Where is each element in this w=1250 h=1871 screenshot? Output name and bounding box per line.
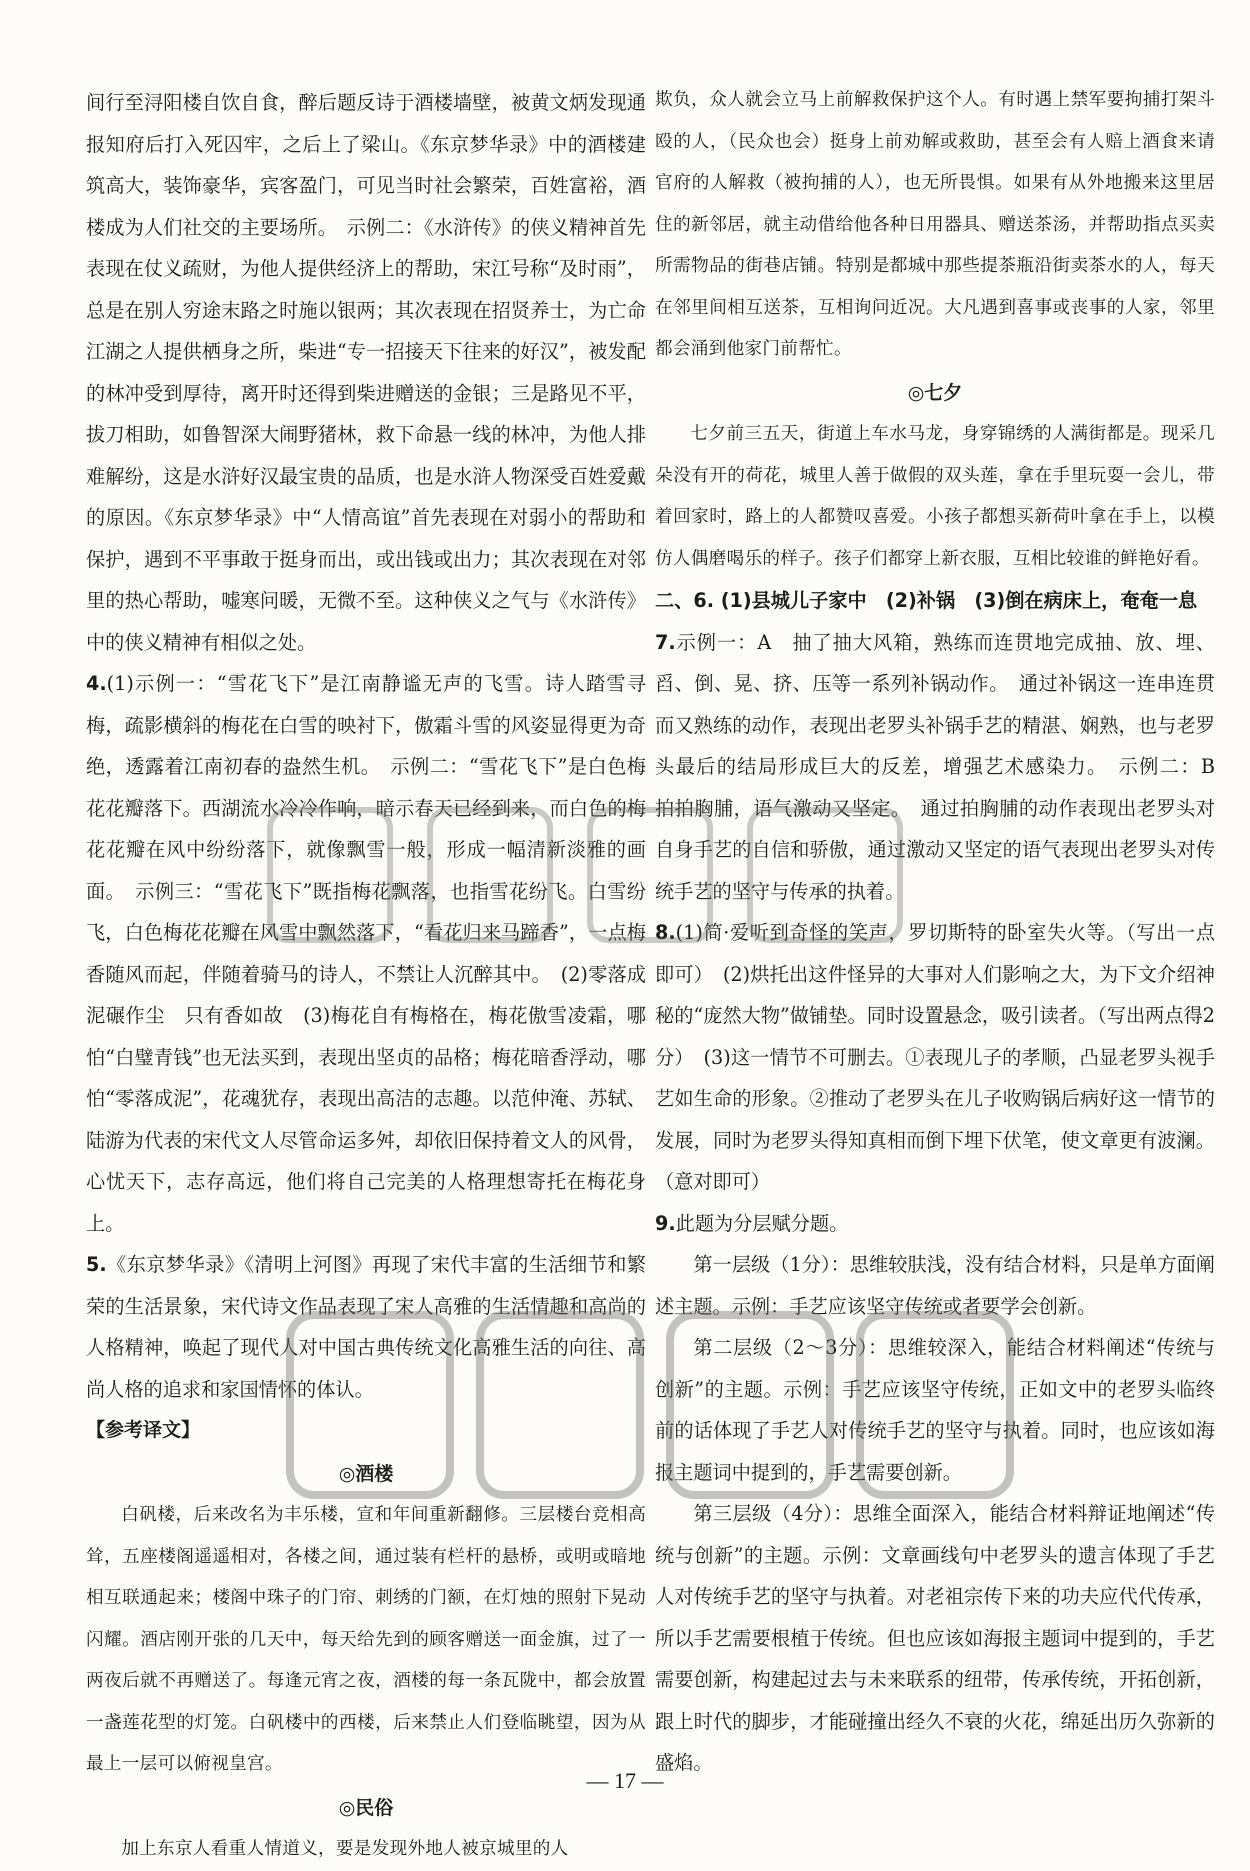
scoring-level-3: 第三层级（4分）：思维全面深入，能结合材料辩证地阐述“传统与创新”的主题。示例：文章画线句中老罗头的遗言体现了手艺人对传统手艺的坚守与执着。对老祖宗传下来的功夫应代代传承，所以手艺需要根植于传统。但也应该如海报主题词中提到的，手艺需要创新，构建起过去与未来联系的纽带，传承传统，开拓创新，跟上时代的脚步，才能碰撞出经久不衰的火花，绵延出历久弥新的盛焰。 [655,1502,1215,1774]
translation-qixi: 七夕前三五天，街道上车水马龙，身穿锦绣的人满街都是。现采几朵没有开的荷花，城里人善于做假的双头莲，拿在手里玩耍一会儿，带着回家时，路上的人都赞叹喜爱。小孩子都想买新荷叶拿在手上，以模仿人偶磨喝乐的样子。孩子们都穿上新衣服，互相比较谁的鲜艳好看。 [655,424,1215,569]
question-8-answer: (1)简·爱听到奇怪的笑声，罗切斯特的卧室失火等。（写出一点即可） (2)烘托出这件怪异的大事对人们影响之大，为下文介绍神秘的“庞然大物”做铺垫。同时设置悬念，吸引读者。（写出两点得2分） (3)这一情节不可删去。①表现儿子的孝顺，凸显老罗头视手艺如生命的形象。②推动了老罗头在儿子收购锅后病好这一情节的发展，同时为老罗头得知真相而倒下埋下伏笔，使文章更有波澜。（意对即可） [655,921,1215,1193]
question-6: 二、6. (1)县城儿子家中 (2)补锅 (3)倒在病床上，奄奄一息 [655,589,1198,612]
question-4-number: 4. [86,672,107,695]
right-column [655,80,1235,1784]
reference-translation-heading: 【参考译文】 [86,1419,201,1441]
section-heading-minsu: ◎民俗 [338,1796,394,1819]
question-9-answer: 此题为分层赋分题。 [675,1211,849,1235]
question-9 [655,1203,1215,1245]
question-5-answer: 《东京梦华录》《清明上河图》再现了宋代丰富的生活细节和繁荣的生活景象，宋代诗文作品表现了宋人高雅的生活情趣和高尚的人格精神，唤起了现代人对中国古典传统文化高雅生活的向往、高尚人格的追求和家国情怀的体认。 [86,1253,646,1401]
section-heading-qixi: ◎七夕 [907,381,963,404]
translation-jiulou: 白矾楼，后来改名为丰乐楼，宣和年间重新翻修。三层楼台竞相高耸，五座楼阁遥遥相对，各楼之间，通过装有栏杆的悬桥，或明或暗地相互联通起来；楼阁中珠子的门帘、刺绣的门额，在灯烛的照射下晃动闪耀。酒店刚开张的几天中，每天给先到的顾客赠送一面金旗，过了一两夜后就不再赠送了。每逢元宵之夜，酒楼的每一条瓦陇中，都会放置一盏莲花型的灯笼。白矾楼中的西楼，后来禁止人们登临眺望，因为从最上一层可以俯视皇宫。 [86,1505,646,1774]
question-8 [655,912,1215,1203]
scoring-level-2: 第二层级（2～3分）：思维较深入，能结合材料阐述“传统与创新”的主题。示例：手艺应该坚守传统，正如文中的老罗头临终前的话体现了手艺人对传统手艺的坚守与执着。同时，也应该如海报主题词中提到的，手艺需要创新。 [655,1336,1215,1484]
question-5 [86,1244,646,1410]
answer-paragraph-continued: 间行至浔阳楼自饮自食，醉后题反诗于酒楼墙壁，被黄文炳发现通报知府后打入死囚牢，之后上了梁山。《东京梦华录》中的酒楼建筑高大，装饰豪华，宾客盈门，可见当时社会繁荣，百姓富裕，酒楼成为人们社交的主要场所。 示例二：《水浒传》的侠义精神首先表现在仗义疏财，为他人提供经济上的帮助，宋江号称“及时雨”，总是在别人穷途末路之时施以银两；其次表现在招贤养士，为亡命江湖之人提供栖身之所，柴进“专一招接天下往来的好汉”，被发配的林冲受到厚待，离开时还得到柴进赠送的金银；三是路见不平，拔刀相助，如鲁智深大闹野猪林，救下命悬一线的林冲，为他人排难解纷，这是水浒好汉最宝贵的品质，也是水浒人物深受百姓爱戴的原因。《东京梦华录》中“人情高谊”首先表现在对弱小的帮助和保护，遇到不平事敢于挺身而出，或出钱或出力；其次表现在对邻里的热心帮助，嘘寒问暖，无微不至。这种侠义之气与《水浒传》中的侠义精神有相似之处。 [86,91,646,654]
question-4-answer: (1)示例一：“雪花飞下”是江南静谧无声的飞雪。诗人踏雪寻梅，疏影横斜的梅花在白雪的映衬下，傲霜斗雪的风姿显得更为奇绝，透露着江南初春的盎然生机。 示例二：“雪花飞下”是白色梅花花瓣落下。西湖流水冷冷作响，暗示春天已经到来，而白色的梅花花瓣在风中纷纷落下，就像飘雪一般，形成一幅清新淡雅的画面。 示例三：“雪花飞下”既指梅花飘落，也指雪花纷飞。白雪纷飞，白色梅花花瓣在风雪中飘然落下，“看花归来马蹄香”，一点梅香随风而起，伴随着骑马的诗人，不禁让人沉醉其中。 (2)零落成泥碾作尘 只有香如故 (3)梅花自有梅格在，梅花傲雪凌霜，哪怕“白璧青钱”也无法买到，表现出坚贞的品格；梅花暗香浮动，哪怕“零落成泥”，花魂犹存，表现出高洁的志趣。以范仲淹、苏轼、陆游为代表的宋代文人尽管命运多舛，却依旧保持着文人的风骨，心忧天下，志存高远，他们将自己完美的人格理想寄托在梅花身上。 [86,672,646,1235]
question-7-number: 7. [655,630,676,654]
scoring-level-1: 第一层级（1分）：思维较肤浅，没有结合材料，只是单方面阐述主题。示例：手艺应该坚守传统或者要学会创新。 [655,1253,1215,1318]
page-number: — 17 — [586,1768,664,1793]
question-4 [86,663,646,1244]
translation-minsu-continued: 欺负，众人就会立马上前解救保护这个人。有时遇上禁军要拘捕打架斗殴的人，（民众也会）挺身上前劝解或救助，甚至会有人赔上酒食来请官府的人解救（被拘捕的人），也无所畏惧。如果有从外地搬来这里居住的新邻居，就主动借给他各种日用器具、赠送茶汤，并帮助指点买卖所需物品的街巷店铺。特别是都城中那些提茶瓶沿街卖茶水的人，每天在邻里间相互送茶，互相询问近况。大凡遇到喜事或丧事的人家，邻里都会涌到他家门前帮忙。 [655,90,1215,359]
left-column [86,82,646,1871]
question-8-number: 8. [655,921,676,944]
question-9-number: 9. [655,1211,676,1235]
question-5-number: 5. [86,1253,107,1276]
question-7-answer: 示例一：A 抽了抽大风箱，熟练而连贯地完成抽、放、埋、舀、倒、晃、挤、压等一系列补锅动作。 通过补锅这一连串连贯而又熟练的动作，表现出老罗头补锅手艺的精湛、娴熟，也与老罗头最后的结局形成巨大的反差，增强艺术感染力。 示例二：B 拍拍胸脯，语气激动又坚定。 通过拍胸脯的动作表现出老罗头对自身手艺的自信和骄傲，通过激动又坚定的语气表现出老罗头对传统手艺的坚守与传承的执着。 [655,630,1235,903]
question-7 [655,622,1235,913]
section-heading-jiulou: ◎酒楼 [338,1462,394,1485]
translation-minsu-start: 加上东京人看重人情道义，要是发现外地人被京城里的人 [121,1839,569,1859]
